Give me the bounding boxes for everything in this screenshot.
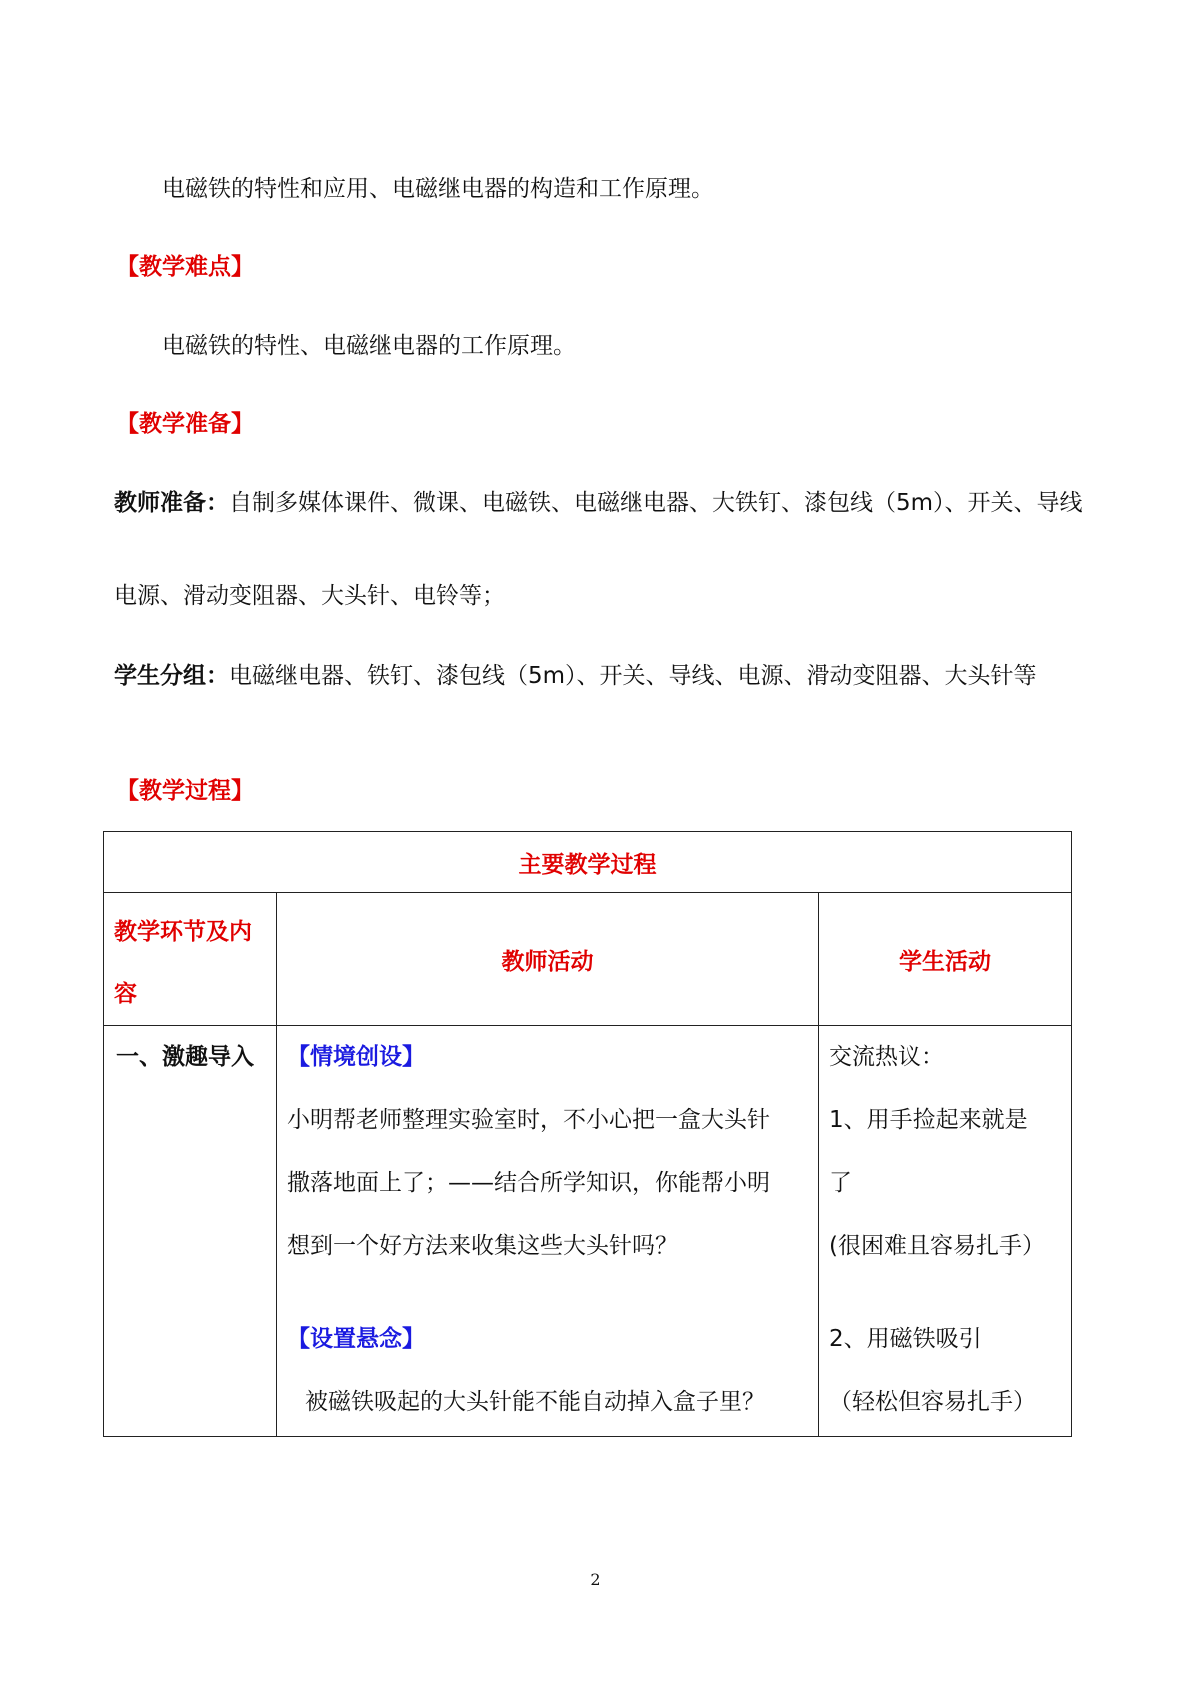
student-activity-line: 2、用磁铁吸引: [829, 1326, 982, 1352]
difficulty-heading: 【教学难点】: [116, 254, 254, 280]
table-title: 主要教学过程: [104, 832, 1072, 893]
difficulty-text: 电磁铁的特性、电磁继电器的工作原理。: [162, 333, 576, 359]
student-activity-line: 交流热议：: [829, 1044, 944, 1070]
teacher-activity-line: 想到一个好方法来收集这些大头针吗？: [287, 1233, 678, 1259]
teacher-preparation-label: 教师准备：: [114, 490, 229, 516]
student-activity-line: (很困难且容易扎手）: [829, 1233, 1045, 1259]
student-activity-cell: [819, 1026, 1072, 1437]
student-grouping-text: 电磁继电器、铁钉、漆包线（5m）、开关、导线、电源、滑动变阻器、大头针等: [229, 663, 1037, 689]
key-points-text: 电磁铁的特性和应用、电磁继电器的构造和工作原理。: [162, 176, 714, 202]
page-number: 2: [590, 1570, 601, 1589]
scenario-tag: 【情境创设】: [287, 1044, 425, 1070]
column-header-stage-line1: 教学环节及内: [114, 919, 252, 945]
teacher-preparation: [114, 488, 1083, 518]
student-grouping: [114, 661, 1037, 691]
student-activity-line: 了: [829, 1170, 852, 1196]
process-heading: 【教学过程】: [116, 778, 254, 804]
teacher-activity-line: 撒落地面上了；——结合所学知识，你能帮小明: [287, 1170, 770, 1196]
stage-cell: [104, 1026, 277, 1437]
stage-label: 一、激趣导入: [116, 1044, 254, 1070]
teacher-preparation-continued: 电源、滑动变阻器、大头针、电铃等；: [114, 583, 505, 609]
table-row: [104, 1026, 1072, 1437]
column-header-stage-line2: 容: [114, 981, 137, 1007]
teacher-activity-cell: [277, 1026, 819, 1437]
column-header-student: 学生活动: [819, 893, 1072, 1026]
teacher-activity-line: 被磁铁吸起的大头针能不能自动掉入盒子里？: [305, 1389, 765, 1415]
teacher-preparation-text: 自制多媒体课件、微课、电磁铁、电磁继电器、大铁钉、漆包线（5m）、开关、导线: [229, 490, 1083, 516]
preparation-heading: 【教学准备】: [116, 411, 254, 437]
student-activity-line: （轻松但容易扎手）: [829, 1389, 1036, 1415]
column-header-teacher: 教师活动: [277, 893, 819, 1026]
student-activity-line: 1、用手捡起来就是: [829, 1107, 1028, 1133]
student-grouping-label: 学生分组：: [114, 663, 229, 689]
column-header-stage: [104, 893, 277, 1026]
teacher-activity-line: 小明帮老师整理实验室时，不小心把一盒大头针: [287, 1107, 770, 1133]
teaching-process-table: [103, 831, 1072, 1437]
suspense-tag: 【设置悬念】: [287, 1326, 425, 1352]
